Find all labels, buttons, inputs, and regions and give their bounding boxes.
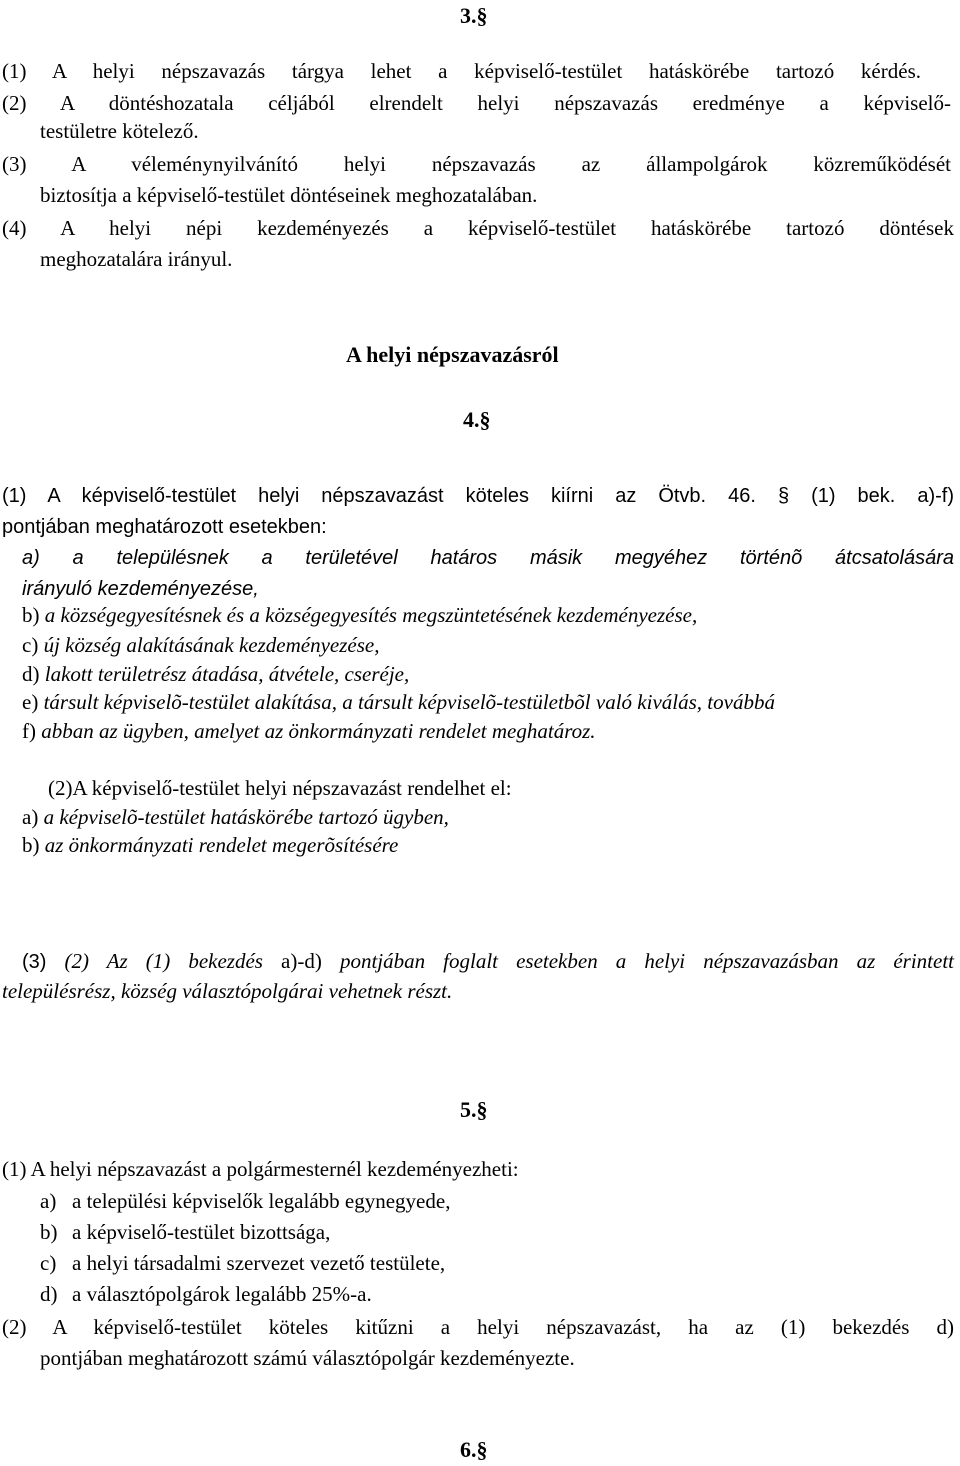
s5-paragraph-1: (1) A helyi népszavazást a polgármesternél kezdeményezheti: <box>2 1157 519 1181</box>
s4-item-a-line-1: a) a településnek a területével határos másik megyéhez történõ átcsatolására <box>22 547 954 569</box>
s4-item-b-text: a községegyesítésnek és a községegyesítés megszüntetésének kezdeményezése, <box>44 603 698 627</box>
s5-item-b <box>40 1218 330 1246</box>
s5-paragraph-2-line-1: (2) A képviselő-testület köteles kitűzni a helyi népszavazást, ha az (1) bekezdés d) <box>2 1315 954 1339</box>
s4-item-f-marker: f) <box>22 719 36 743</box>
s4-p2-item-a-text: a képviselõ-testület hatáskörébe tartozó ügyben, <box>43 805 449 829</box>
s3-paragraph-1: (1) A helyi népszavazás tárgya lehet a képviselő-testület hatáskörébe tartozó kérdés. <box>2 59 921 83</box>
s4-paragraph-1-line-1: (1) A képviselő-testület helyi népszavazást köteles kiírni az Ötvb. 46. § (1) bek. a)-f) <box>2 485 954 507</box>
s4-p3-part-3: pontjában foglalt esetekben a helyi népszavazásban az érintett <box>339 949 955 973</box>
s3-paragraph-2-line-1: (2) A döntéshozatala céljából elrendelt helyi népszavazás eredménye a képviselő- <box>2 91 951 115</box>
s4-item-c-marker: c) <box>22 633 39 657</box>
s4-item-d-marker: d) <box>22 662 40 686</box>
s5-item-c-text: a helyi társadalmi szervezet vezető testülete, <box>72 1251 446 1275</box>
section-4-number: 4.§ <box>463 407 491 432</box>
s4-paragraph-2: (2)A képviselő-testület helyi népszavazást rendelhet el: <box>48 776 512 800</box>
s3-paragraph-3-line-2: biztosítja a képviselő-testület döntéseinek meghozatalában. <box>40 183 538 207</box>
s4-p3-part-2: a)-d) <box>281 949 322 973</box>
section-3-number: 3.§ <box>460 3 488 28</box>
s4-item-c-text: új község alakításának kezdeményezése, <box>43 633 380 657</box>
s4-item-e-text: társult képviselõ-testület alakítása, a társult képviselõ-testületbõl való kiválás, továbbá <box>43 690 775 714</box>
s5-item-b-text: a képviselő-testület bizottsága, <box>72 1220 331 1244</box>
s4-item-d <box>22 660 409 688</box>
s4-item-b <box>22 601 697 629</box>
s4-item-e-marker: e) <box>22 690 39 714</box>
s4-p3-part-1: (2) Az (1) bekezdés <box>64 949 263 973</box>
s4-item-f-text: abban az ügyben, amelyet az önkormányzati rendelet meghatároz. <box>41 719 596 743</box>
s4-item-a-line-2: irányuló kezdeményezése, <box>22 578 259 600</box>
s3-paragraph-4-line-2: meghozatalára irányul. <box>40 247 233 271</box>
s3-paragraph-4-line-1: (4) A helyi népi kezdeményezés a képviselő-testület hatáskörébe tartozó döntések <box>2 216 954 240</box>
section-5-number: 5.§ <box>460 1097 488 1122</box>
s4-paragraph-3-line-1 <box>22 947 954 976</box>
s5-item-d-marker: d) <box>40 1282 58 1306</box>
s4-item-c <box>22 631 379 659</box>
s5-item-c <box>40 1249 445 1277</box>
s3-paragraph-2-line-2: testületre kötelező. <box>40 119 199 143</box>
s5-item-a <box>40 1187 450 1215</box>
s5-item-a-text: a települési képviselők legalább egynegyede, <box>72 1189 451 1213</box>
section-6-number: 6.§ <box>460 1437 488 1462</box>
s4-paragraph-3-line-2: településrész, község választópolgárai vehetnek részt. <box>2 979 453 1003</box>
s5-item-b-marker: b) <box>40 1220 58 1244</box>
s5-item-d-text: a választópolgárok legalább 25%-a. <box>72 1282 372 1306</box>
s5-item-a-marker: a) <box>40 1189 57 1213</box>
s4-p2-item-b-text: az önkormányzati rendelet megerõsítésére <box>44 833 399 857</box>
s5-paragraph-2-line-2: pontjában meghatározott számú választópolgár kezdeményezte. <box>40 1346 575 1370</box>
s4-item-e <box>22 688 775 716</box>
chapter-title: A helyi népszavazásról <box>346 342 559 367</box>
s4-p2-item-a-marker: a) <box>22 805 39 829</box>
s4-item-b-marker: b) <box>22 603 40 627</box>
s4-p2-item-a <box>22 803 449 831</box>
s4-item-f <box>22 717 596 745</box>
s3-paragraph-3-line-1: (3) A véleménynyilvánító helyi népszavazás az állampolgárok közreműködését <box>2 152 951 176</box>
s5-item-c-marker: c) <box>40 1251 57 1275</box>
s4-p2-item-b <box>22 831 398 859</box>
s4-p3-marker: (3) <box>22 951 47 973</box>
s5-item-d <box>40 1280 372 1308</box>
s4-paragraph-1-line-2: pontjában meghatározott esetekben: <box>2 516 327 538</box>
s4-item-d-text: lakott területrész átadása, átvétele, cseréje, <box>44 662 410 686</box>
s4-p2-item-b-marker: b) <box>22 833 40 857</box>
